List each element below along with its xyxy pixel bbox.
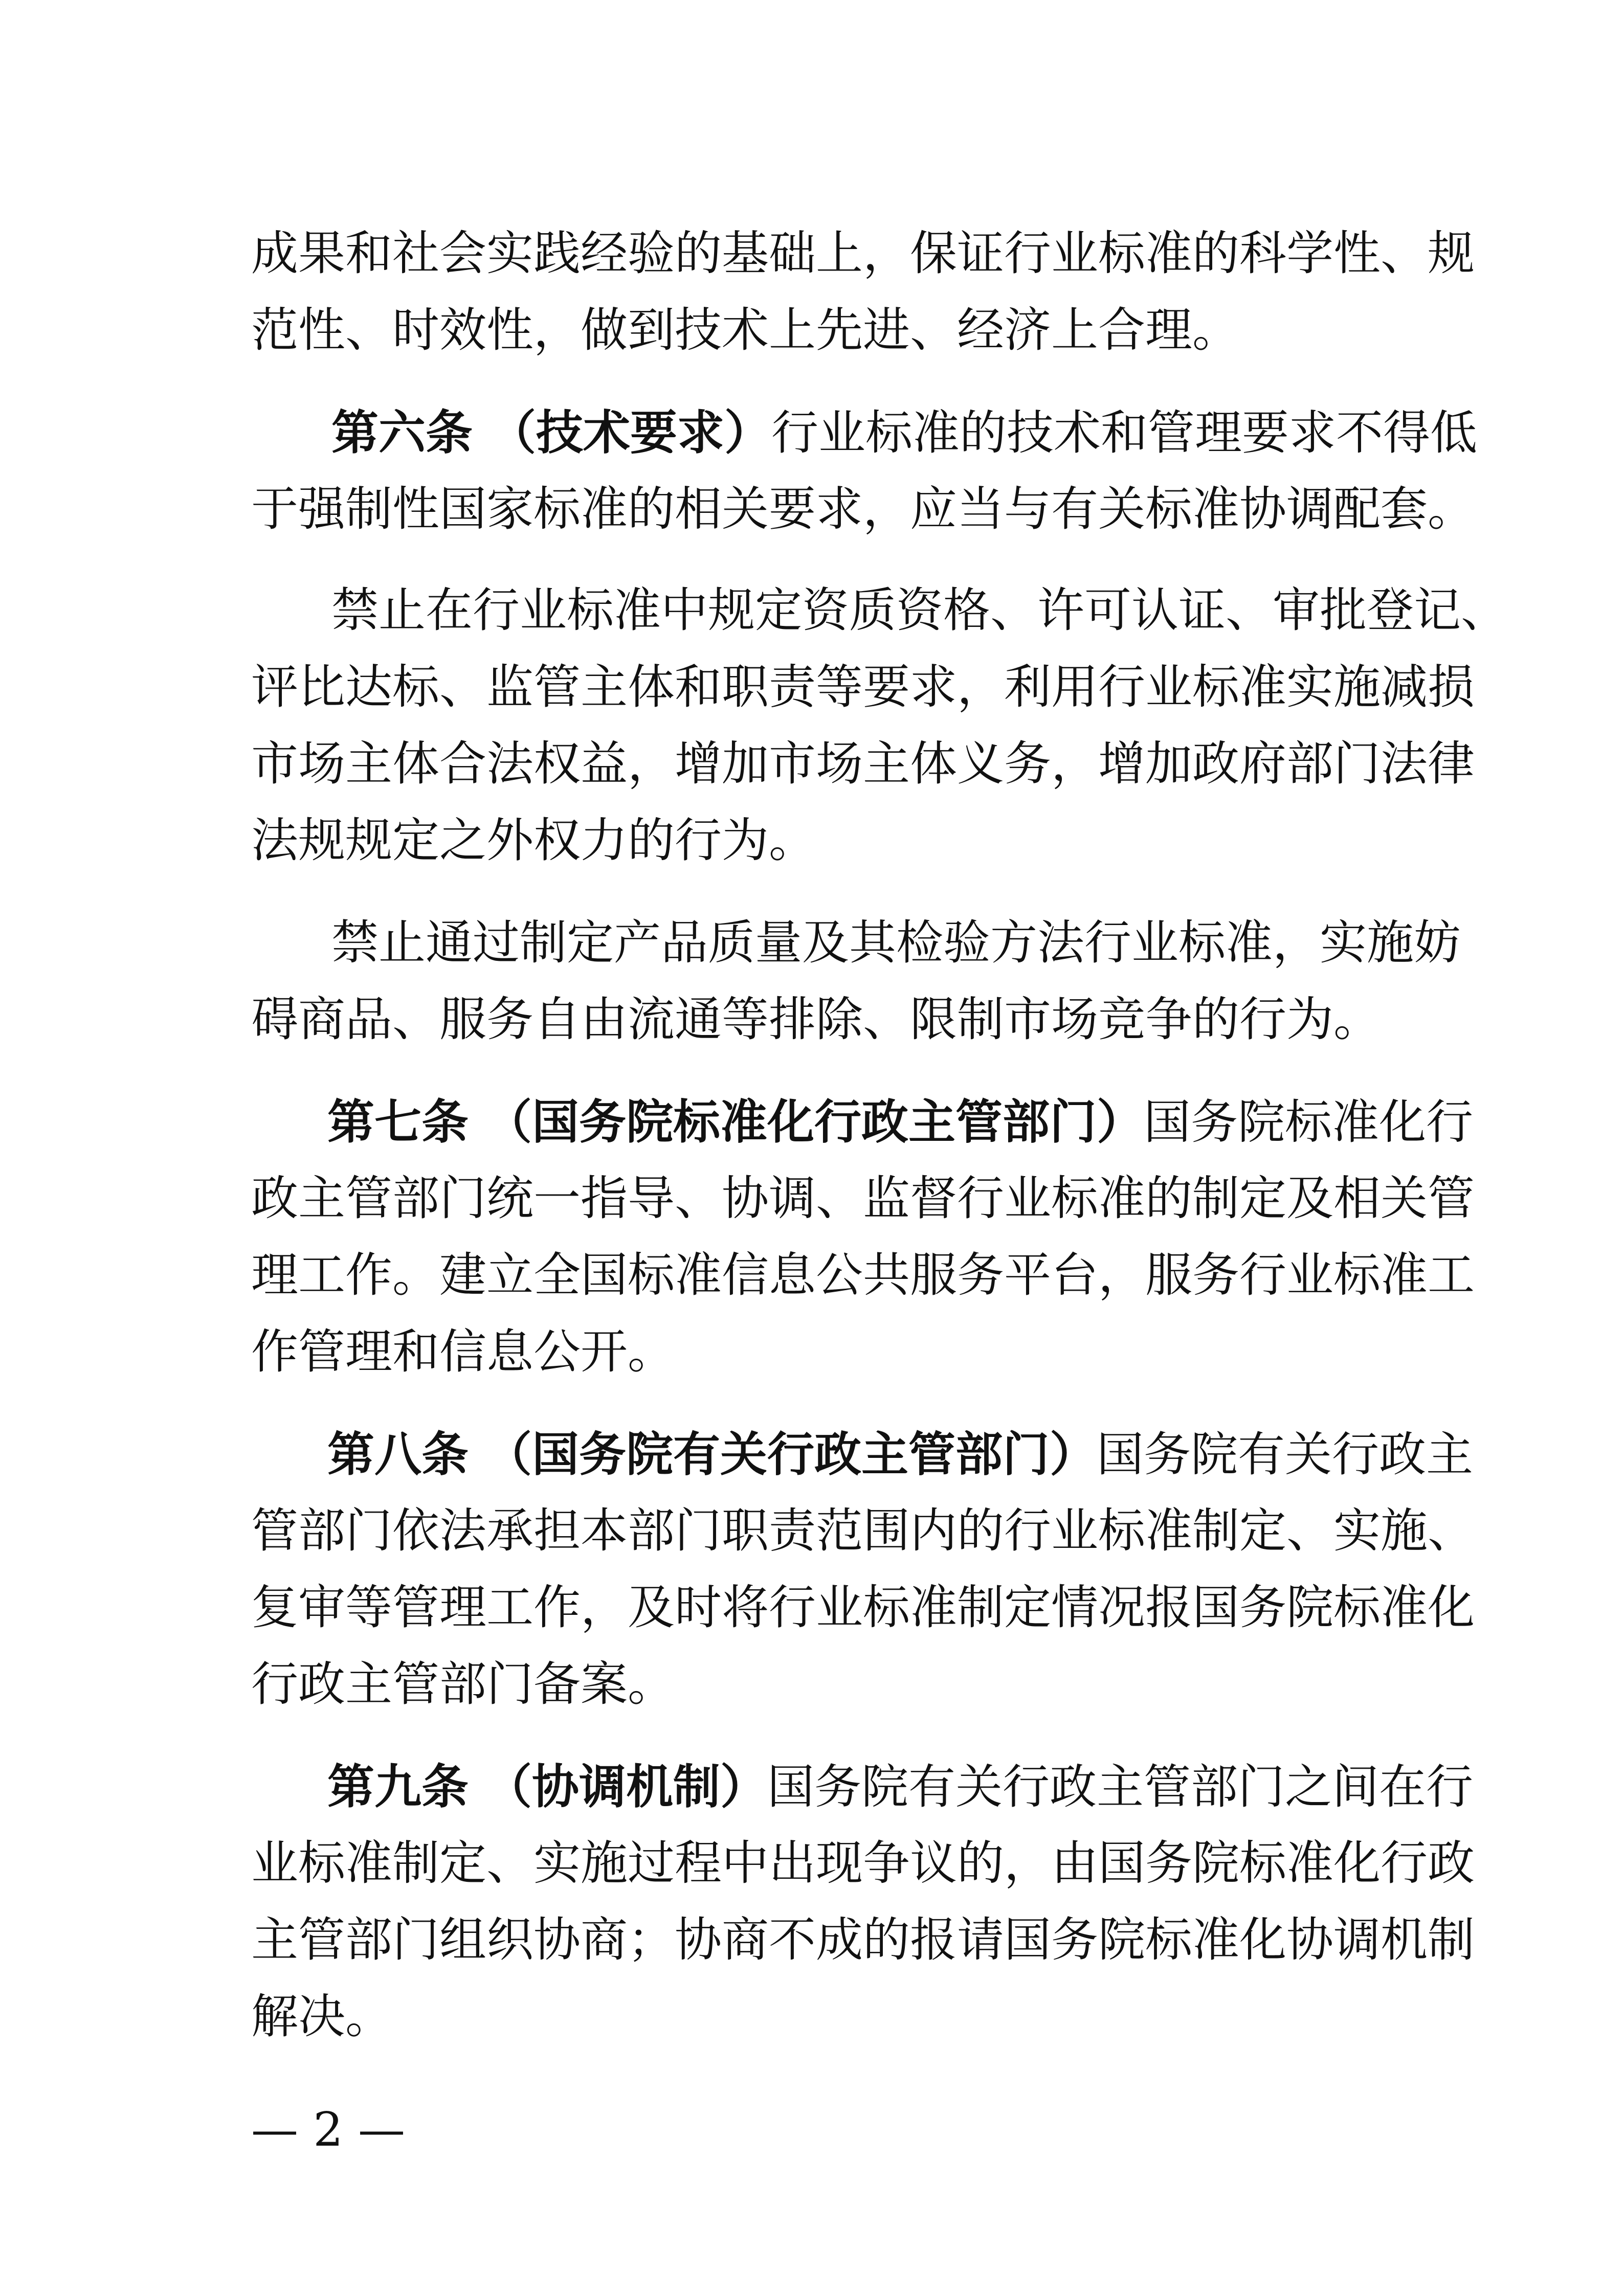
article-6-first-line: [331, 402, 1478, 463]
article-8-heading: 第八条 （国务院有关行政主管部门）: [327, 1427, 1097, 1482]
text-line: 主管部门组织协商；协商不成的报请国务院标准化协调机制: [251, 1912, 1475, 1967]
text-line: 管部门依法承担本部门职责范围内的行业标准制定、实施、: [251, 1503, 1475, 1558]
text-line: 国务院标准化行: [1144, 1095, 1474, 1150]
text-line: 禁止在行业标准中规定资质资格、许可认证、审批登记、: [331, 583, 1508, 638]
text-line: 政主管部门统一指导、协调、监督行业标准的制定及相关管: [251, 1171, 1475, 1226]
text-line: 评比达标、监管主体和职责等要求，利用行业标准实施减损: [251, 660, 1475, 714]
page-number: — 2 —: [251, 2102, 406, 2157]
text-line: 成果和社会实践经验的基础上，保证行业标准的科学性、规: [251, 226, 1475, 281]
text-line: 范性、时效性，做到技术上先进、经济上合理。: [251, 303, 1240, 357]
text-line: 法规规定之外权力的行为。: [251, 813, 816, 868]
text-line: 碍商品、服务自由流通等排除、限制市场竞争的行为。: [251, 992, 1381, 1047]
text-line: 复审等管理工作，及时将行业标准制定情况报国务院标准化: [251, 1580, 1475, 1635]
article-6-heading: 第六条 （技术要求）: [331, 405, 772, 460]
text-line: 业标准制定、实施过程中出现争议的，由国务院标准化行政: [251, 1836, 1475, 1890]
text-line: 于强制性国家标准的相关要求，应当与有关标准协调配套。: [251, 482, 1475, 536]
text-line: 禁止通过制定产品质量及其检验方法行业标准，实施妨: [331, 915, 1461, 970]
article-7-first-line: [327, 1091, 1474, 1153]
article-7-heading: 第七条 （国务院标准化行政主管部门）: [327, 1094, 1144, 1150]
text-line: 国务院有关行政主: [1097, 1427, 1474, 1482]
article-9-heading: 第九条 （协调机制）: [327, 1759, 768, 1814]
text-line: 解决。: [251, 1989, 393, 2044]
text-line: 市场主体合法权益，增加市场主体义务，增加政府部门法律: [251, 736, 1475, 791]
text-line: 国务院有关行政主管部门之间在行: [767, 1760, 1474, 1814]
article-8-first-line: [327, 1424, 1474, 1485]
text-line: 行业标准的技术和管理要求不得低: [771, 406, 1478, 460]
text-line: 作管理和信息公开。: [251, 1324, 675, 1379]
text-line: 行政主管部门备案。: [251, 1657, 675, 1712]
article-9-first-line: [327, 1756, 1474, 1817]
text-line: 理工作。建立全国标准信息公共服务平台，服务行业标准工: [251, 1248, 1475, 1302]
